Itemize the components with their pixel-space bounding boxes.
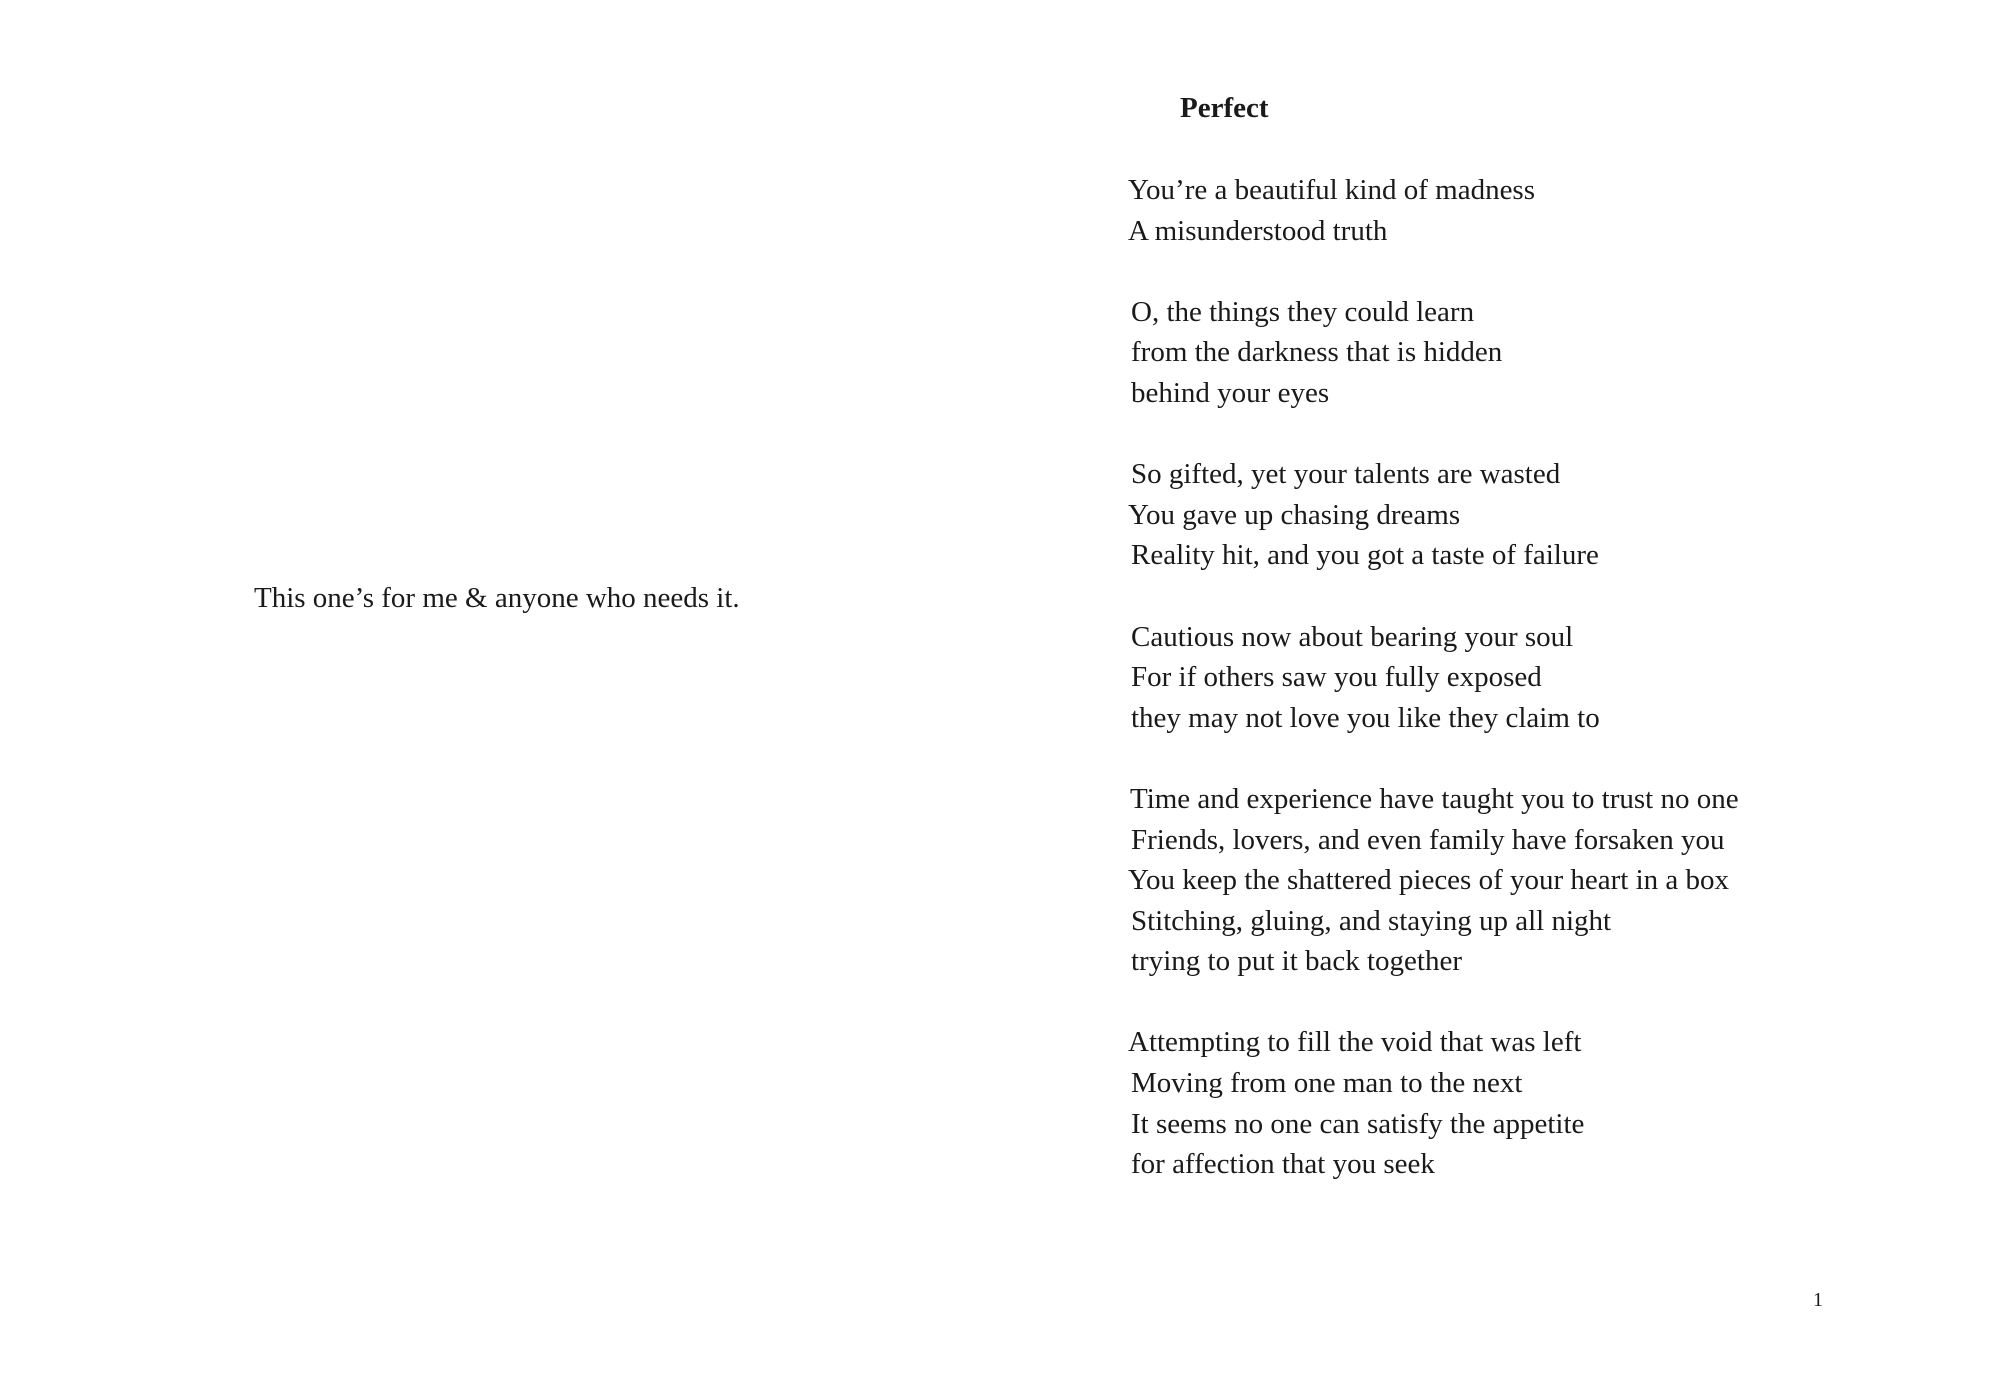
stanza-5 (1128, 779, 1739, 982)
poem-line: Time and experience have taught you to trust no one (1130, 782, 1739, 815)
poem-line: Moving from one man to the next (1131, 1067, 1523, 1100)
poem-line: So gifted, yet your talents are wasted (1131, 458, 1561, 491)
poem-title: Perfect (1180, 92, 1269, 124)
right-page (998, 0, 1996, 1396)
stanza-2 (1128, 292, 1739, 414)
poem-line: A misunderstood truth (1128, 214, 1388, 247)
poem-line: Attempting to fill the void that was left (1128, 1026, 1582, 1059)
stanza-6 (1128, 1022, 1739, 1184)
poem-line: It seems no one can satisfy the appetite (1131, 1107, 1585, 1140)
poem-line: You keep the shattered pieces of your heart in a box (1128, 864, 1730, 897)
poem-line: You gave up chasing dreams (1128, 498, 1461, 531)
stanza-1 (1128, 170, 1739, 251)
poem-line: For if others saw you fully exposed (1131, 661, 1542, 694)
poem-line: from the darkness that is hidden (1131, 336, 1503, 369)
poem-line: trying to put it back together (1131, 945, 1463, 978)
poem-line: they may not love you like they claim to (1131, 701, 1600, 734)
poem-line: Reality hit, and you got a taste of failure (1131, 539, 1599, 572)
poem-line: behind your eyes (1131, 376, 1330, 409)
poem-line: O, the things they could learn (1131, 295, 1475, 328)
poem-line: Cautious now about bearing your soul (1131, 620, 1574, 653)
stanza-4 (1128, 617, 1739, 739)
poem-line: You’re a beautiful kind of madness (1128, 174, 1536, 206)
poem-line: Stitching, gluing, and staying up all night (1131, 904, 1612, 937)
stanza-3 (1128, 454, 1739, 576)
poem-line: for affection that you seek (1131, 1148, 1435, 1181)
dedication-text: This one’s for me & anyone who needs it. (254, 582, 740, 614)
poem-body (1128, 170, 1739, 1185)
page-number: 1 (1813, 1289, 1823, 1311)
poem-line: Friends, lovers, and even family have forsaken you (1131, 823, 1725, 856)
